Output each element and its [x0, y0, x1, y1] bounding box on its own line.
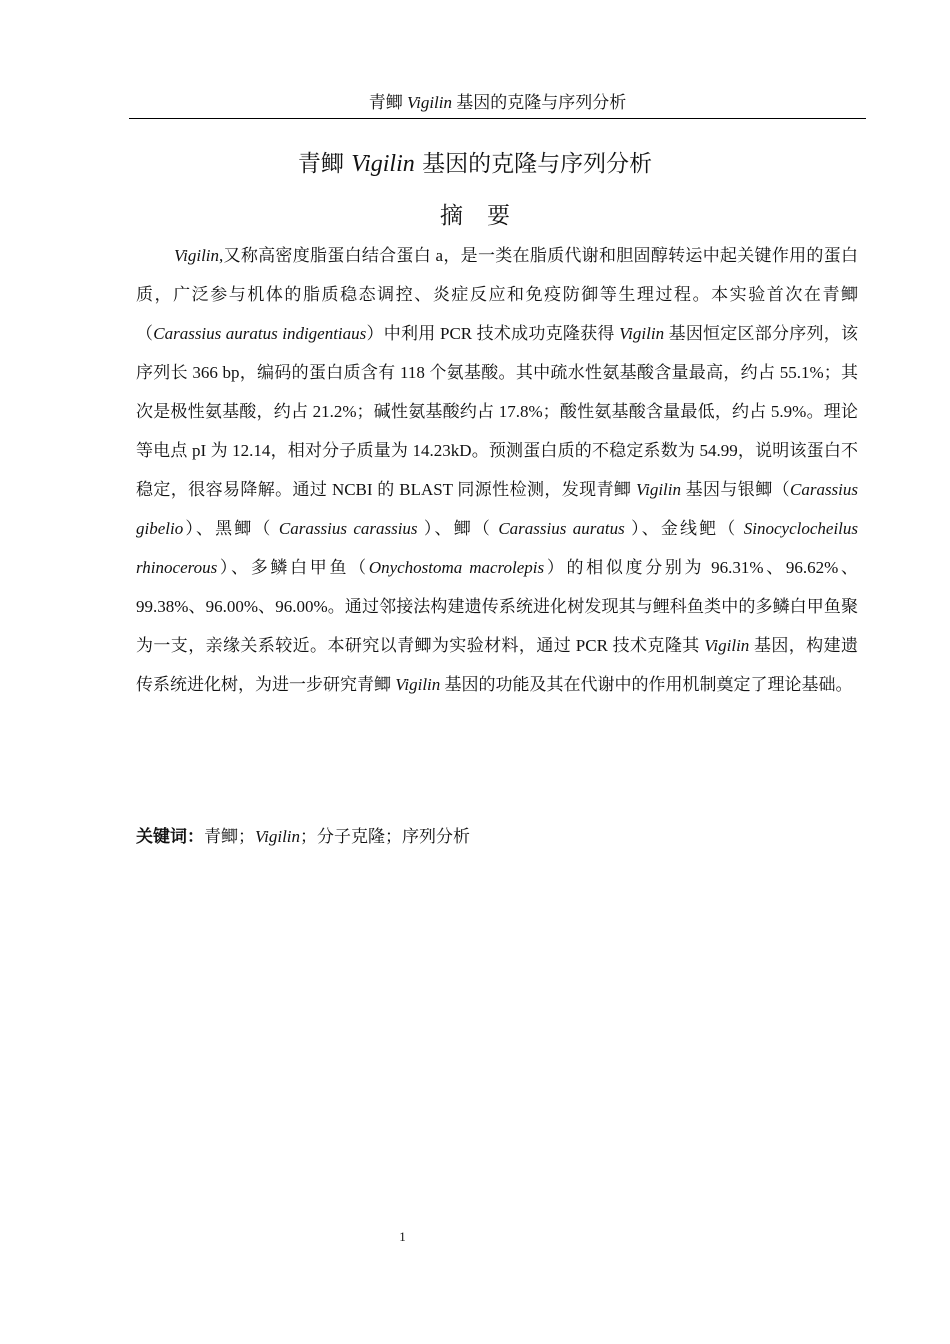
abstract-segment: ,又称高密度脂蛋白结合蛋白 a，是一类在脂质代谢和胆固醇转运中起关键作用的蛋白质，广泛参与机体的脂质稳态调控、炎症反应和免疫防御等生理过程。本实验首次在青鲫（ — [136, 246, 858, 343]
running-header — [129, 92, 866, 119]
abstract-segment: Sinocyclocheilus rhinocerous — [136, 519, 859, 577]
running-header-post: 基因的克隆与序列分析 — [452, 93, 627, 112]
abstract-segment: Vigilin — [395, 675, 441, 694]
abstract-segment: Vigilin — [174, 246, 220, 265]
keywords-line — [136, 817, 858, 856]
keyword: 序列分析 — [402, 827, 471, 846]
keyword: 青鲫 — [204, 827, 238, 846]
abstract-body — [136, 236, 858, 704]
title-gene: Vigilin — [351, 151, 415, 177]
abstract-segment: Vigilin — [704, 636, 750, 655]
abstract-segment: Carassius auratus indigentiaus — [153, 324, 367, 343]
abstract-segment: Carassius carassius — [278, 519, 418, 538]
abstract-segment: Vigilin — [635, 480, 681, 499]
keywords-label: 关键词： — [136, 827, 204, 846]
abstract-segment: ）中利用 PCR 技术成功克隆获得 — [366, 324, 620, 343]
title-post: 基因的克隆与序列分析 — [414, 151, 653, 177]
abstract-segment: ）、多鳞白甲鱼（ — [217, 558, 369, 577]
abstract-segment: ）、黑鲫（ — [183, 519, 279, 538]
abstract-segment: 基因恒定区部分序列，该序列长 366 bp，编码的蛋白质含有 118 个氨基酸。其中疏水性氨基酸含量最高，约占 55.1%；其次是极性氨基酸，约占 21.2%；碱性氨基酸约占 17.8%；酸性氨基酸含量最低，约占 5.9%。理论等电点 pI 为 12.14，相对分子质量为 14.23kD。预测蛋白质的不稳定系数为 54.99，说明该蛋白不稳定，很容易降解。通过 NCBI 的 BLAST 同源性检测，发现青鲫 — [136, 324, 859, 499]
keyword: 分子克隆 — [317, 827, 386, 846]
abstract-segment: Carassius gibelio — [136, 480, 859, 538]
title-pre: 青鲫 — [297, 151, 352, 177]
keyword-separator: ； — [238, 827, 255, 846]
abstract-segment: ）的相似度分别为 96.31%、96.62%、99.38%、96.00%、96.00%。通过邻接法构建遗传系统进化树发现其与鲤科鱼类中的多鳞白甲鱼聚为一支，亲缘关系较近。本研究以青鲫为实验材料，通过 PCR 技术克隆其 — [136, 558, 858, 655]
abstract-segment: ）、鲫（ — [417, 519, 499, 538]
running-header-gene: Vigilin — [406, 93, 452, 112]
keyword: Vigilin — [255, 827, 301, 846]
abstract-segment: Onychostoma macrolepis — [368, 558, 545, 577]
abstract-segment: Carassius auratus — [498, 519, 625, 538]
abstract-segment: Vigilin — [619, 324, 665, 343]
abstract-segment: ）、金线鲃（ — [624, 519, 744, 538]
keyword-separator: ； — [385, 827, 403, 846]
abstract-heading — [0, 200, 950, 232]
keyword-separator: ； — [300, 827, 318, 846]
page-number: 1 — [399, 1229, 406, 1244]
abstract-heading-char-1: 摘 — [440, 203, 463, 229]
abstract-segment: 基因的功能及其在代谢中的作用机制奠定了理论基础。 — [440, 675, 853, 694]
abstract-heading-char-2: 要 — [487, 203, 510, 229]
paper-title — [0, 148, 950, 180]
abstract-segment: 基因，构建遗传系统进化树，为进一步研究青鲫 — [136, 636, 858, 694]
running-header-pre: 青鲫 — [368, 93, 407, 112]
abstract-segment: 基因与银鲫（ — [680, 480, 790, 499]
